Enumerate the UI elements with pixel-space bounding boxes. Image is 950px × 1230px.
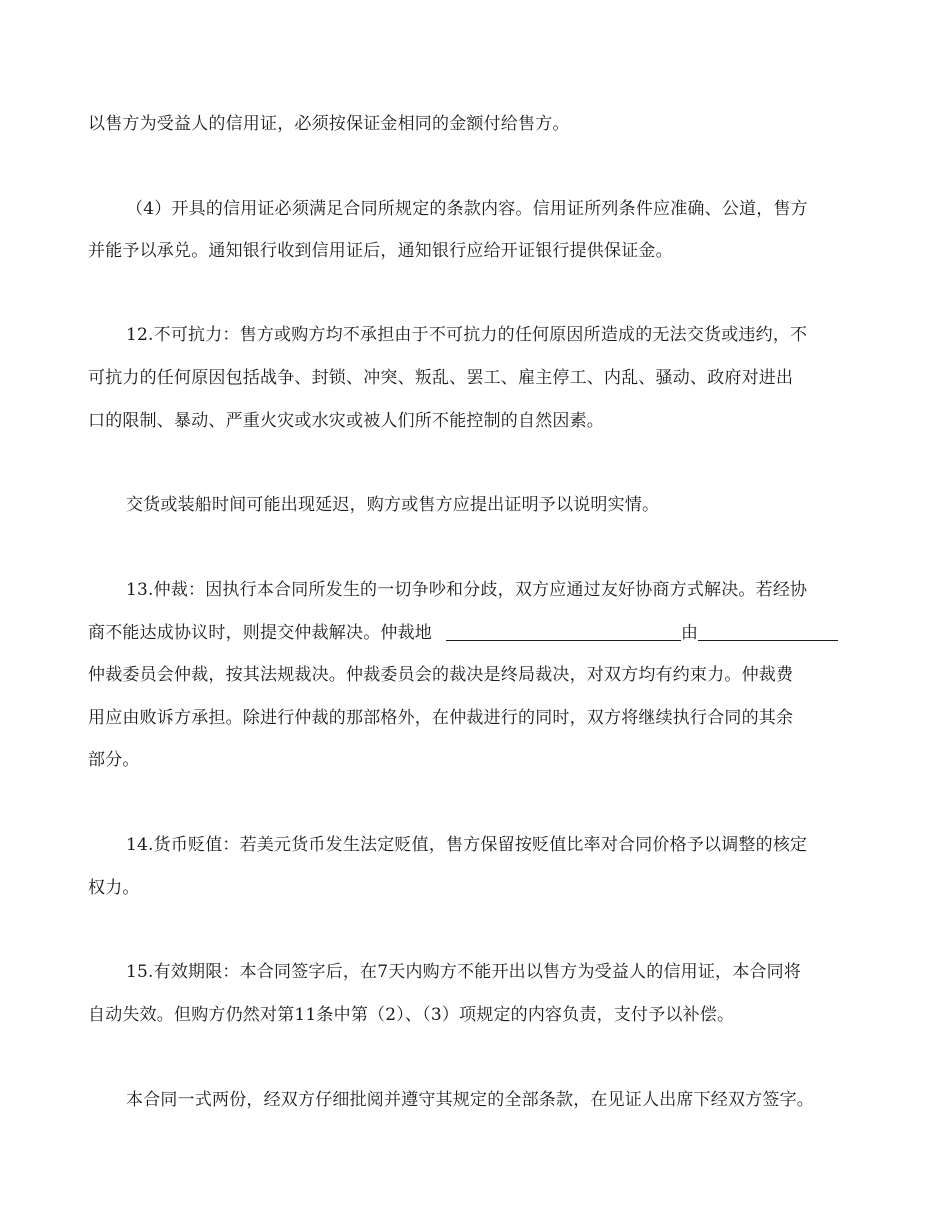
clause-15-line: 15.有效期限：本合同签字后，在7天内购方不能开出以售方为受益人的信用证，本合同将 bbox=[126, 962, 802, 982]
paragraph-line: 以售方为受益人的信用证，必须按保证金相同的金额付给售方。 bbox=[88, 114, 570, 134]
paragraph-line: 可抗力的任何原因包括战争、封锁、冲突、叛乱、罢工、雇主停工、内乱、骚动、政府对进出 bbox=[88, 368, 794, 388]
paragraph-line: 口的限制、暴动、严重火灾或水灾或被人们所不能控制的自然因素。 bbox=[88, 411, 604, 431]
paragraph-text: 商不能达成协议时，则提交仲裁解决。仲裁地 bbox=[88, 623, 432, 643]
paragraph-line: 用应由败诉方承担。除进行仲裁的那部格外，在仲裁进行的同时，双方将继续执行合同的其余 bbox=[88, 708, 794, 728]
arbitration-place-blank bbox=[446, 622, 681, 641]
clause-14-line: 14.货币贬值：若美元货币发生法定贬值，售方保留按贬值比率对合同价格予以调整的核定 bbox=[126, 835, 808, 855]
clause-13-line: 13.仲裁：因执行本合同所发生的一切争吵和分歧，双方应通过友好协商方式解决。若经协 bbox=[126, 580, 808, 600]
paragraph-line: （4）开具的信用证必须满足合同所规定的条款内容。信用证所列条件应准确、公道，售方 bbox=[126, 199, 808, 219]
paragraph-line: 自动失效。但购方仍然对第11条中第（2）、（3）项规定的内容负责，支付予以补偿。 bbox=[88, 1005, 735, 1025]
arbitration-place-line bbox=[88, 621, 838, 645]
arbitration-body-blank bbox=[698, 622, 838, 641]
paragraph-line: 权力。 bbox=[88, 878, 140, 898]
paragraph-text: 由 bbox=[681, 623, 699, 643]
paragraph-line: 仲裁委员会仲裁，按其法规裁决。仲裁委员会的裁决是终局裁决，对双方均有约束力。仲裁费 bbox=[88, 665, 794, 685]
paragraph-line: 部分。 bbox=[88, 750, 140, 770]
closing-line: 本合同一式两份，经双方仔细批阅并遵守其规定的全部条款，在见证人出席下经双方签字。 bbox=[126, 1090, 814, 1110]
paragraph-line: 并能予以承兑。通知银行收到信用证后，通知银行应给开证银行提供保证金。 bbox=[88, 241, 673, 261]
clause-12-line: 12.不可抗力：售方或购方均不承担由于不可抗力的任何原因所造成的无法交货或违约，不 bbox=[126, 325, 808, 345]
paragraph-line: 交货或装船时间可能出现延迟，购方或售方应提出证明予以说明实情。 bbox=[126, 495, 660, 515]
